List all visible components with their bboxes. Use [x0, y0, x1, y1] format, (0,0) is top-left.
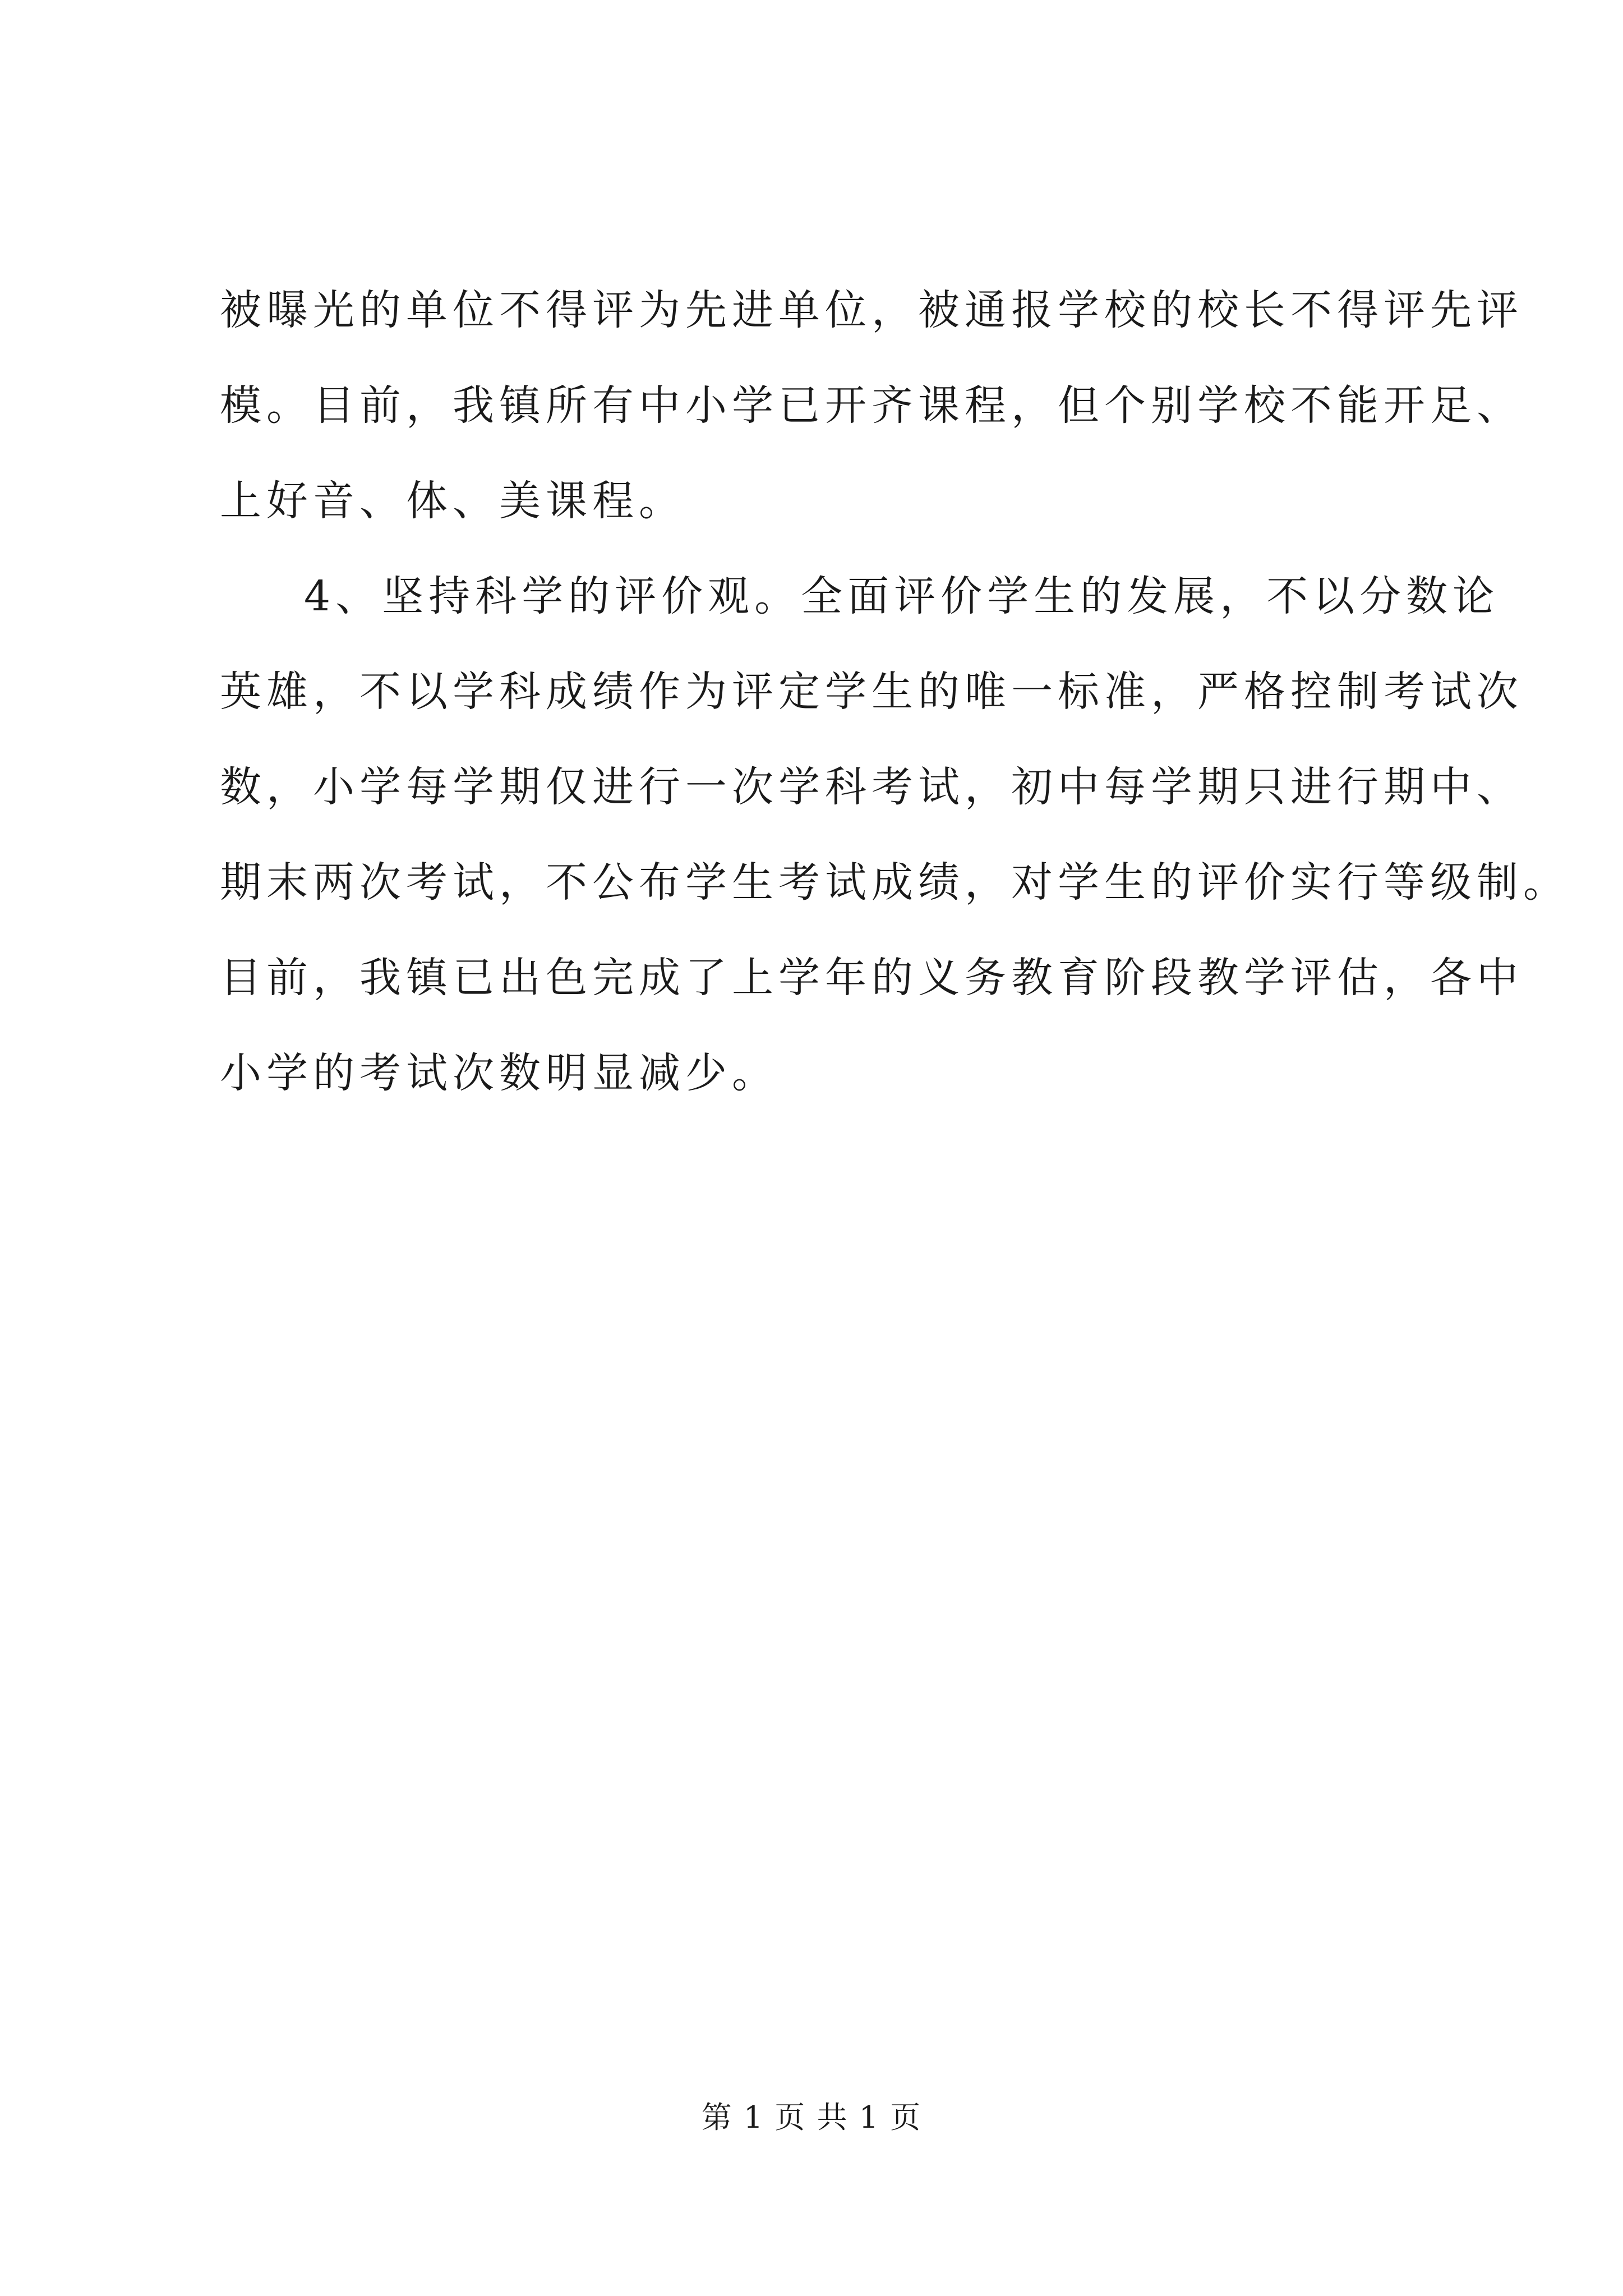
body-text [220, 263, 1570, 1121]
text-line: 数，小学每学期仅进行一次学科考试，初中每学期只进行期中、 [220, 763, 1523, 811]
text-line: 上好音、体、美课程。 [220, 477, 685, 525]
text-line: 小学的考试次数明显减少。 [220, 1049, 778, 1097]
paragraph [220, 263, 1523, 549]
text-line: 4、坚持科学的评价观。全面评价学生的发展，不以分数论 [304, 572, 1500, 620]
text-line: 模。目前，我镇所有中小学已开齐课程，但个别学校不能开足、 [220, 381, 1523, 430]
text-line: 目前，我镇已出色完成了上学年的义务教育阶段教学评估，各中 [220, 954, 1523, 1002]
text-line: 被曝光的单位不得评为先进单位，被通报学校的校长不得评先评 [220, 286, 1523, 334]
text-line: 英雄，不以学科成绩作为评定学生的唯一标准，严格控制考试次 [220, 668, 1523, 716]
text-line: 期末两次考试，不公布学生考试成绩，对学生的评价实行等级制。 [220, 858, 1570, 907]
paragraph [220, 549, 1570, 1121]
page-number-footer: 第 1 页 共 1 页 [701, 2100, 922, 2135]
